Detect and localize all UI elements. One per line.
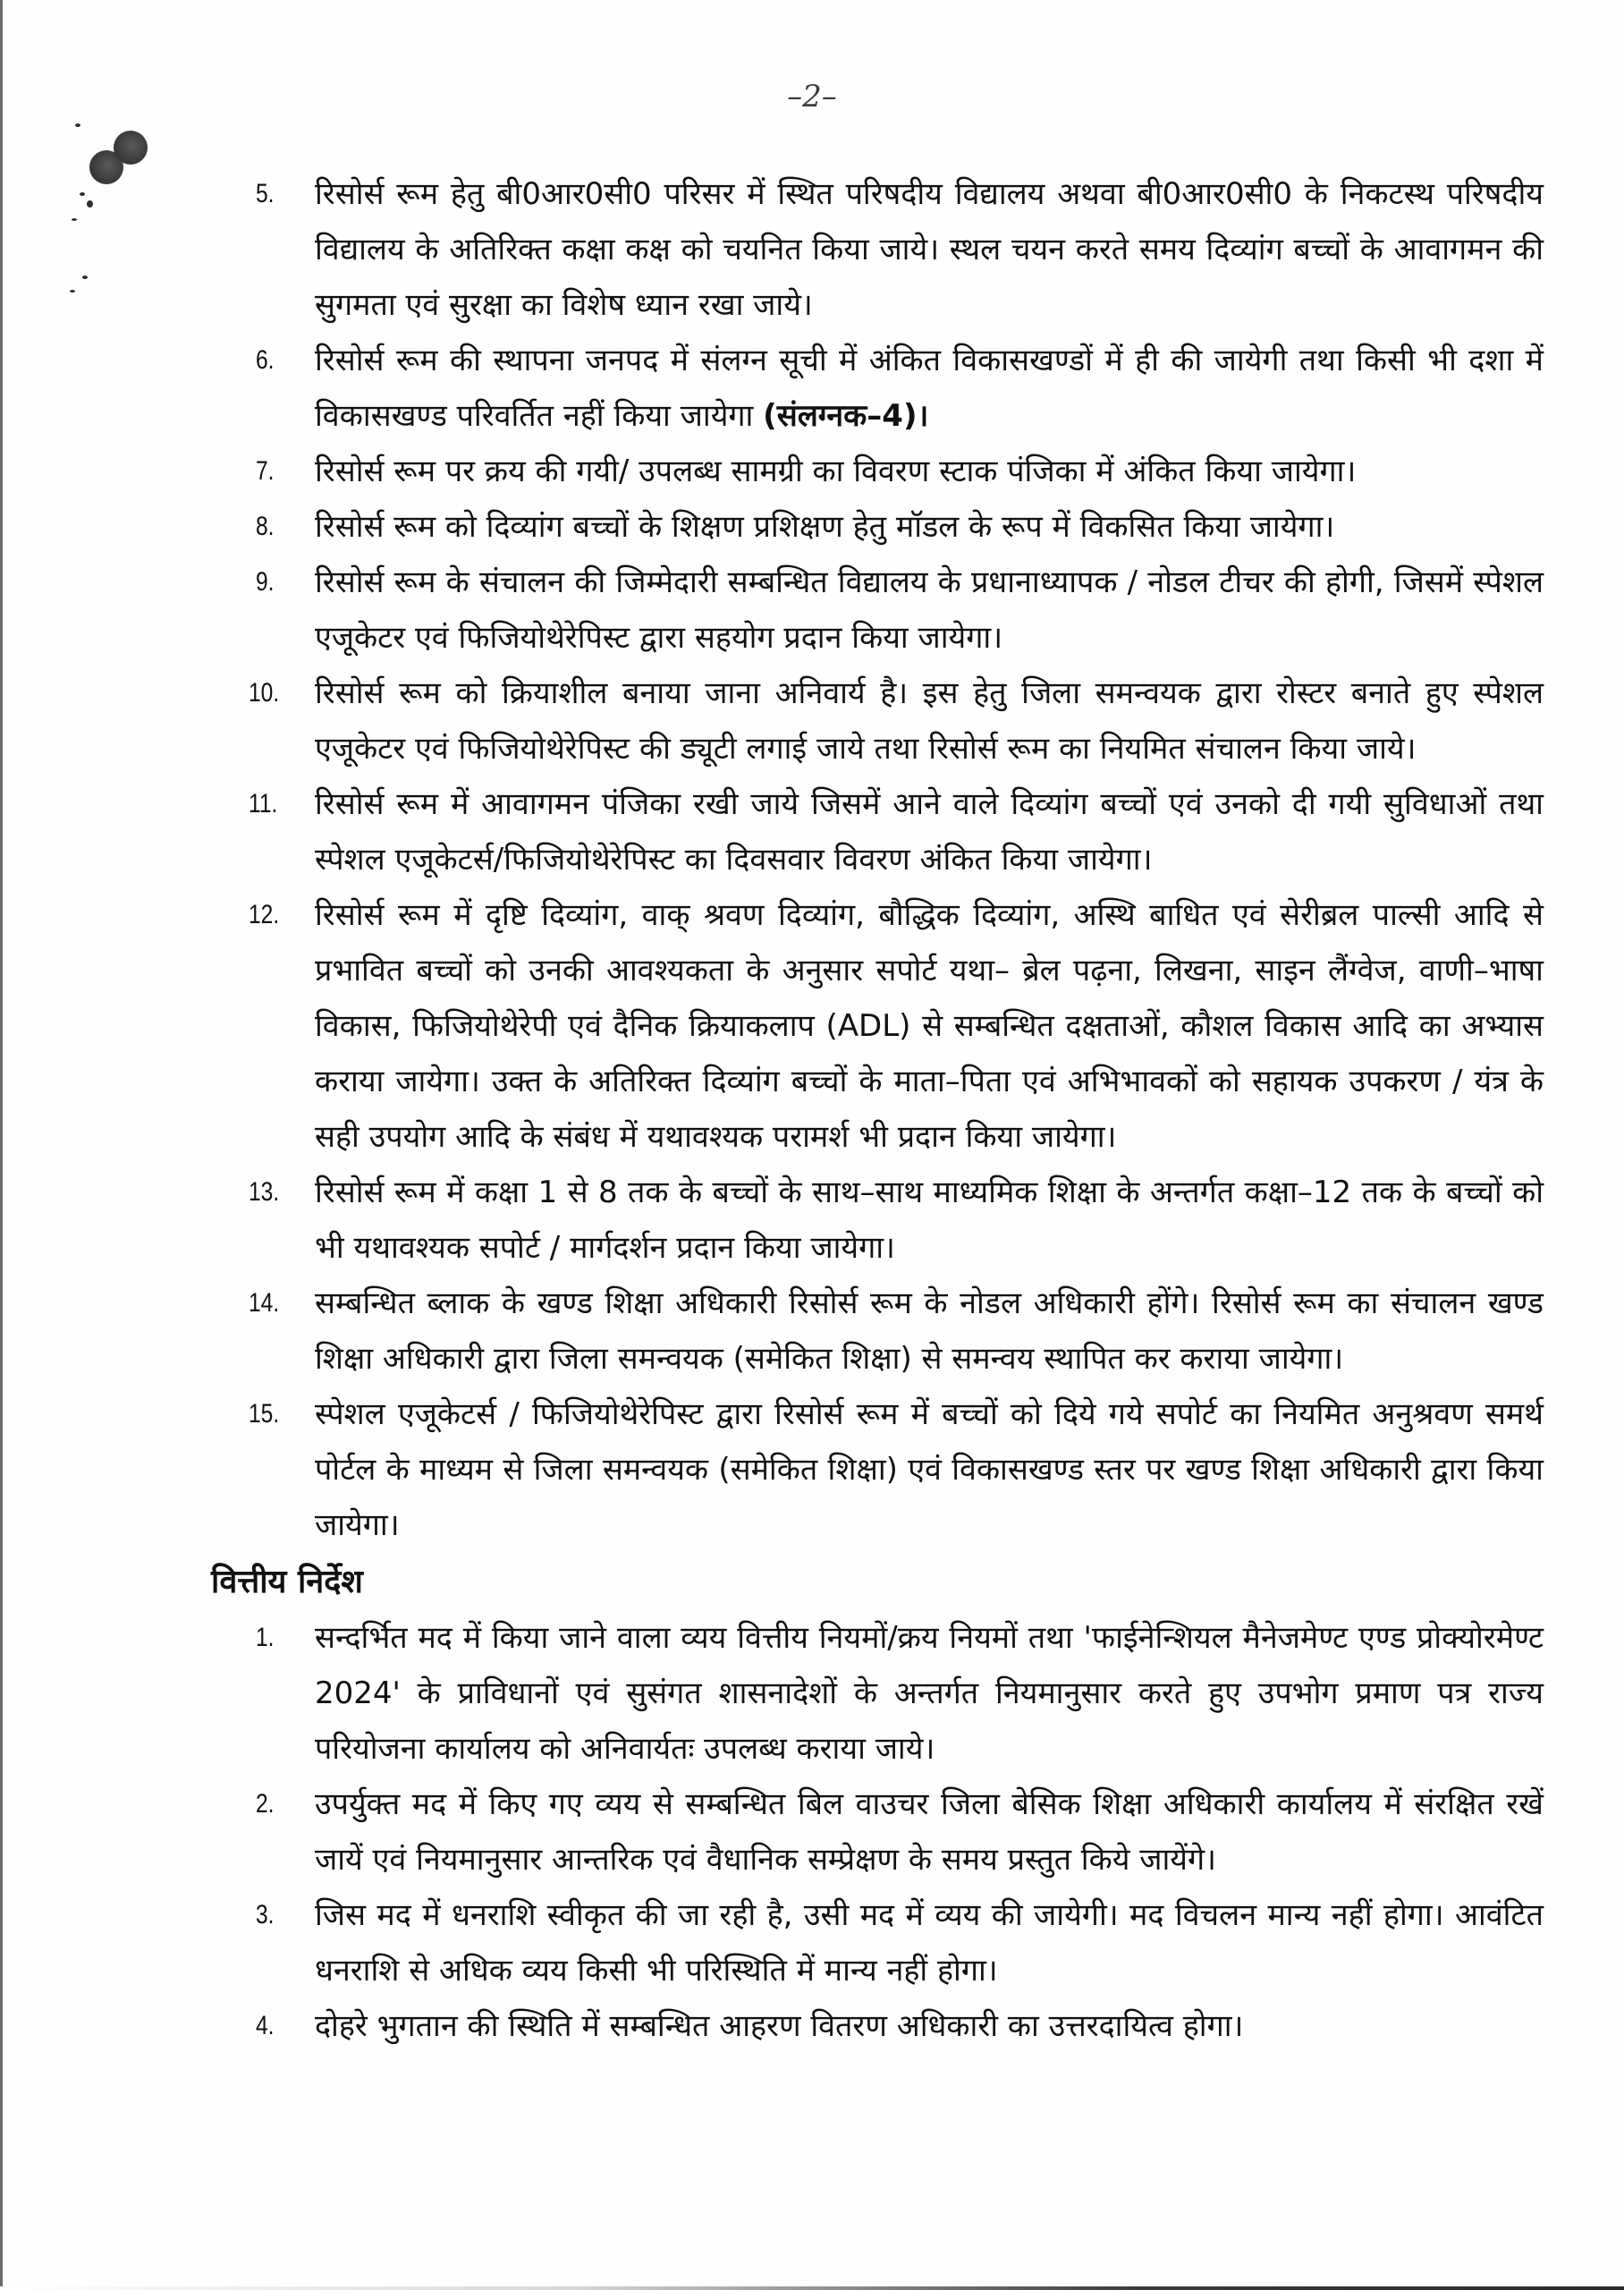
item-end-mark: । [917, 398, 929, 434]
financial-instructions-list [211, 1610, 1544, 2054]
item-text: रिसोर्स रूम के संचालन की जिम्मेदारी सम्बन्धित विद्यालय के प्रधानाध्यापक / नोडल टीचर की होगी, जिसमें स्पेशल एजूकेटर एवं फिजियोथेरेपिस्ट द्वारा सहयोग प्रदान किया जायेगा। [315, 564, 1544, 656]
item-text: सम्बन्धित ब्लाक के खण्ड शिक्षा अधिकारी रिसोर्स रूम के नोडल अधिकारी होंगे। रिसोर्स रूम का संचालन खण्ड शिक्षा अधिकारी द्वारा जिला समन्वयक (समेकित शिक्षा) से समन्वय स्थापित कर कराया जायेगा। [315, 1285, 1544, 1377]
item-text: रिसोर्स रूम को क्रियाशील बनाया जाना अनिवार्य है। इस हेतु जिला समन्वयक द्वारा रोस्टर बनाते हुए स्पेशल एजूकेटर एवं फिजियोथेरेपिस्ट की ड्यूटी लगाई जाये तथा रिसोर्स रूम का नियमित संचालन किया जाये। [315, 675, 1544, 767]
list-item [211, 499, 1544, 555]
item-number: 8. [256, 512, 275, 541]
item-number: 6. [256, 345, 275, 375]
item-number: 7. [256, 456, 275, 486]
item-text: रिसोर्स रूम में आवागमन पंजिका रखी जाये जिसमें आने वाले दिव्यांग बच्चों एवं उनको दी गयी सुविधाओं तथा स्पेशल एजूकेटर्स/फिजियोथेरेपिस्ट का दिवसवार विवरण अंकित किया जायेगा। [315, 786, 1544, 878]
item-text: रिसोर्स रूम की स्थापना जनपद में संलग्न सूची में अंकित विकासखण्डों में ही की जायेगी तथा किसी भी दशा में विकासखण्ड परिवर्तित नहीं किया जायेगा [315, 343, 1544, 434]
item-text: रिसोर्स रूम में कक्षा 1 से 8 तक के बच्चों के साथ–साथ माध्यमिक शिक्षा के अन्तर्गत कक्षा–12 तक के बच्चों को भी यथावश्यक सपोर्ट / मार्गदर्शन प्रदान किया जायेगा। [315, 1175, 1544, 1266]
item-number: 1. [256, 1623, 275, 1652]
document-body [211, 166, 1544, 2054]
list-item [211, 166, 1544, 333]
item-number: 15. [249, 1399, 280, 1429]
scan-speck [70, 290, 75, 293]
list-item [211, 666, 1544, 776]
financial-instructions-heading: वित्तीय निर्देश [211, 1564, 363, 1600]
scan-left-edge [0, 0, 3, 2290]
list-item [211, 555, 1544, 666]
item-number: 13. [249, 1177, 280, 1207]
scan-speck [75, 123, 80, 127]
scan-speck [72, 218, 77, 221]
item-text: सन्दर्भित मद में किया जाने वाला व्यय वित्तीय नियमों/क्रय नियमों तथा 'फाईनेन्शियल मैनेजमेण्ट एण्ड प्रोक्योरमेण्ट 2024' के प्राविधानों एवं सुसंगत शासनादेशों के अन्तर्गत नियमानुसार करते हुए उपभोग प्रमाण पत्र राज्य परियोजना कार्यालय को अनिवार्यतः उपलब्ध कराया जाये। [315, 1620, 1544, 1767]
item-text: रिसोर्स रूम हेतु बी0आर0सी0 परिसर में स्थित परिषदीय विद्यालय अथवा बी0आर0सी0 के निकटस्थ परिषदीय विद्यालय के अतिरिक्त कक्षा कक्ष को चयनित किया जाये। स्थल चयन करते समय दिव्यांग बच्चों के आवागमन की सुगमता एवं सुरक्षा का विशेष ध्यान रखा जाये। [315, 176, 1544, 323]
item-number: 14. [249, 1288, 280, 1318]
item-number: 5. [256, 179, 275, 208]
list-item [211, 887, 1544, 1165]
main-instructions-list [211, 166, 1544, 1553]
scan-bottom-edge [0, 2286, 1624, 2290]
item-text: रिसोर्स रूम पर क्रय की गयी/ उपलब्ध सामग्री का विवरण स्टाक पंजिका में अंकित किया जायेगा। [315, 454, 1357, 489]
item-number: 4. [256, 2011, 275, 2040]
list-item [211, 1610, 1544, 1777]
page-number: –2– [787, 79, 837, 114]
item-number: 9. [256, 567, 275, 597]
list-item [211, 776, 1544, 887]
annexure-reference: (संलग्नक–4) [763, 398, 918, 434]
list-item [211, 1387, 1544, 1553]
item-number: 11. [249, 789, 278, 818]
item-text: स्पेशल एजूकेटर्स / फिजियोथेरेपिस्ट द्वारा रिसोर्स रूम में बच्चों को दिये गये सपोर्ट का नियमित अनुश्रवण समर्थ पोर्टल के माध्यम से जिला समन्वयक (समेकित शिक्षा) एवं विकासखण्ड स्तर पर खण्ड शिक्षा अधिकारी द्वारा किया जायेगा। [315, 1396, 1544, 1543]
list-item [211, 333, 1544, 444]
list-item [211, 1276, 1544, 1387]
scan-speck [82, 276, 88, 279]
scan-speck [87, 200, 93, 208]
item-text: रिसोर्स रूम में दृष्टि दिव्यांग, वाक् श्रवण दिव्यांग, बौद्धिक दिव्यांग, अस्थि बाधित एवं सेरीब्रल पाल्सी आदि से प्रभावित बच्चों को उनकी आवश्यकता के अनुसार सपोर्ट यथा– ब्रेल पढ़ना, लिखना, साइन लैंग्वेज, वाणी–भाषा विकास, फिजियोथेरेपी एवं दैनिक क्रियाकलाप (ADL) से सम्बन्धित दक्षताओं, कौशल विकास आदि का अभ्यास कराया जायेगा। उक्त के अतिरिक्त दिव्यांग बच्चों के माता–पिता एवं अभिभावकों को सहायक उपकरण / यंत्र के सही उपयोग आदि के संबंध में यथावश्यक परामर्श भी प्रदान किया जायेगा। [315, 897, 1544, 1155]
list-item [211, 1165, 1544, 1276]
scan-speck [80, 192, 85, 196]
item-number: 2. [256, 1789, 275, 1819]
item-number: 12. [249, 900, 280, 929]
punch-hole-mark [114, 131, 148, 165]
item-text: दोहरे भुगतान की स्थिति में सम्बन्धित आहरण वितरण अधिकारी का उत्तरदायित्व होगा। [315, 2008, 1244, 2044]
item-text: रिसोर्स रूम को दिव्यांग बच्चों के शिक्षण प्रशिक्षण हेतु मॉडल के रूप में विकसित किया जायेगा। [315, 509, 1335, 545]
item-text: जिस मद में धनराशि स्वीकृत की जा रही है, उसी मद में व्यय की जायेगी। मद विचलन मान्य नहीं होगा। आवंटित धनराशि से अधिक व्यय किसी भी परिस्थिति में मान्य नहीं होगा। [315, 1897, 1544, 1989]
item-number: 10. [249, 678, 280, 708]
list-item [211, 1998, 1544, 2054]
list-item [211, 1887, 1544, 1998]
item-text: उपर्युक्त मद में किए गए व्यय से सम्बन्धित बिल वाउचर जिला बेसिक शिक्षा अधिकारी कार्यालय में संरक्षित रखें जायें एवं नियमानुसार आन्तरिक एवं वैधानिक सम्प्रेक्षण के समय प्रस्तुत किये जायेंगे। [315, 1786, 1544, 1878]
list-item [211, 444, 1544, 499]
item-number: 3. [256, 1900, 275, 1930]
list-item [211, 1777, 1544, 1887]
